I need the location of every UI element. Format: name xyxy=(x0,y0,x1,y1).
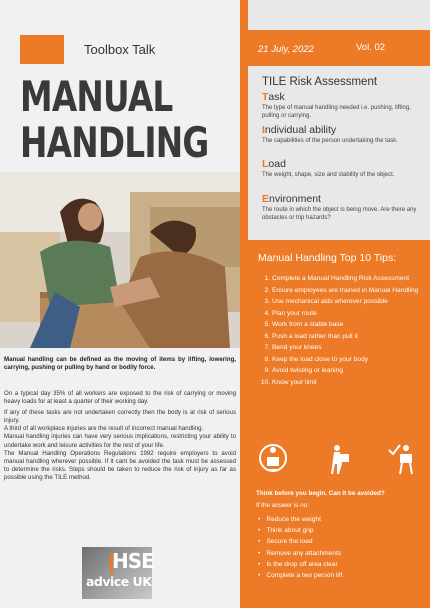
checked-box-person-icon xyxy=(386,440,420,476)
tile-word: nvironment xyxy=(269,193,321,205)
intro-body xyxy=(4,390,236,482)
logo-text-advice: advice UK xyxy=(86,574,152,589)
logo-text-hse: HSE xyxy=(112,549,154,573)
tip-number: 9. xyxy=(264,367,270,374)
tile-description: The route in which the object is being move. Are there any obstacles or trip hazards? xyxy=(262,207,417,221)
tile-item-individual xyxy=(262,124,422,145)
top10-panel xyxy=(248,240,430,608)
tile-description: The weight, shape, size and stability of the object. xyxy=(262,172,395,178)
avoid-item: • Secure the load xyxy=(258,536,343,547)
tip-text: Work from a stable base xyxy=(272,321,344,328)
tip-number: 7. xyxy=(264,344,270,351)
tile-initial: T xyxy=(262,91,269,103)
tile-heading xyxy=(262,158,422,170)
tip-text: Push a load rather than pull it xyxy=(272,332,358,340)
tip-number: 1. xyxy=(264,275,270,282)
intro-paragraph: If any of these tasks are not undertaken correctly then the body is at risk of serious injury. xyxy=(4,409,236,425)
tip-text: Use mechanical aids wherever possible xyxy=(272,298,388,305)
tip-number: 3. xyxy=(264,298,270,305)
volume-number: Vol. 02 xyxy=(356,42,386,53)
tip-item xyxy=(258,319,423,331)
tile-item-environment xyxy=(262,193,422,222)
lifting-icons-row xyxy=(248,440,430,480)
date-banner xyxy=(248,30,430,66)
tile-item-load xyxy=(262,158,422,179)
tip-text: Keep the load close to your body xyxy=(272,355,369,363)
tip-text: Know your limit xyxy=(272,378,317,386)
title-line-2: HANDLING xyxy=(20,118,209,167)
top10-title: Manual Handling Top 10 Tips: xyxy=(258,252,397,264)
tile-item-task xyxy=(262,91,422,120)
tip-text: Plan your route xyxy=(272,309,317,317)
tile-initial: I xyxy=(262,124,265,136)
tile-heading xyxy=(262,193,422,205)
tile-description: The type of manual handling needed i.e. pushing, lifting, pulling or carrying. xyxy=(262,105,411,119)
avoid-list xyxy=(258,514,343,581)
tile-word: ndividual ability xyxy=(264,124,337,136)
avoid-item: • Complete a two person lift xyxy=(258,570,343,581)
tip-text: Bend your knees xyxy=(272,344,322,351)
header-accent-block xyxy=(20,35,64,64)
tip-item xyxy=(258,342,423,354)
carrying-box-icon xyxy=(322,440,356,476)
intro-paragraph: On a typical day 35% of all workers are exposed to the risk of carrying or moving heavy loads for at least a quarter of their working day. xyxy=(4,390,236,406)
tip-item xyxy=(258,365,423,377)
column-divider xyxy=(240,0,248,608)
intro-lead: Manual handling can be defined as the moving of items by lifting, lowering, carrying, pushing or pulling by hand or bodily force. xyxy=(4,356,236,372)
tile-word: oad xyxy=(268,158,286,170)
title-line-1: MANUAL xyxy=(20,72,173,121)
tip-text: Complete a Manual Handling Risk Assessment xyxy=(272,275,410,282)
tile-initial: L xyxy=(262,158,269,170)
intro-paragraph: The Manual Handling Operations Regulations 1992 require employers to avoid manual handling wherever possible. If it cant be avoided the task must be assessed to determine the risks. Steps should be taken to reduce the risk of injury as far as possible using the TILE method. xyxy=(4,449,236,481)
intro-paragraph: Manual handling injuries can have very serious implications, restricting your ability to undertake work and leisure activities for the rest of your life. xyxy=(4,433,236,449)
tip-number: 6. xyxy=(264,332,270,340)
tip-item xyxy=(258,285,423,297)
tip-item xyxy=(258,296,423,308)
tip-item xyxy=(258,331,423,343)
tip-number: 8. xyxy=(264,355,270,363)
intro-paragraph: A third of all workplace injuries are the result of incorrect manual handling. xyxy=(4,425,204,433)
tip-number: 4. xyxy=(264,309,270,317)
if-answer-no-label: If the answer is no: xyxy=(256,502,309,509)
avoid-item: • Reduce the weight xyxy=(258,514,343,525)
tip-item xyxy=(258,354,423,366)
tile-heading xyxy=(262,91,422,103)
tip-item xyxy=(258,273,423,285)
tip-number: 2. xyxy=(264,286,270,294)
issue-date: 21 July, 2022 xyxy=(258,44,314,55)
tip-item xyxy=(258,308,423,320)
tile-description: The capabilities of the person undertaking the task. xyxy=(262,138,398,144)
tile-heading xyxy=(262,124,422,136)
avoid-item: • Is the drop off area clear xyxy=(258,559,343,570)
lifting-person-icon xyxy=(256,440,290,476)
avoid-item: • Think about grip xyxy=(258,525,343,536)
tip-text: Avoid twisting or leaning xyxy=(272,367,343,374)
tile-word: ask xyxy=(268,91,285,103)
toolbox-talk-label: Toolbox Talk xyxy=(84,42,156,57)
tile-initial: E xyxy=(262,193,270,205)
hse-advice-logo xyxy=(82,547,152,599)
avoid-item: • Remove any attachments xyxy=(258,548,343,559)
think-before-heading: Think before you begin. Can it be avoided? xyxy=(256,490,385,497)
tip-text: Ensure employees are trained in Manual Handling xyxy=(272,286,419,294)
tile-section-title: TILE Risk Assessment xyxy=(262,76,378,88)
workers-lifting-photo xyxy=(0,172,240,348)
top10-list xyxy=(258,273,423,388)
tip-number: 5. xyxy=(264,321,270,328)
tip-item xyxy=(258,377,423,389)
tip-number: 10. xyxy=(260,378,270,386)
